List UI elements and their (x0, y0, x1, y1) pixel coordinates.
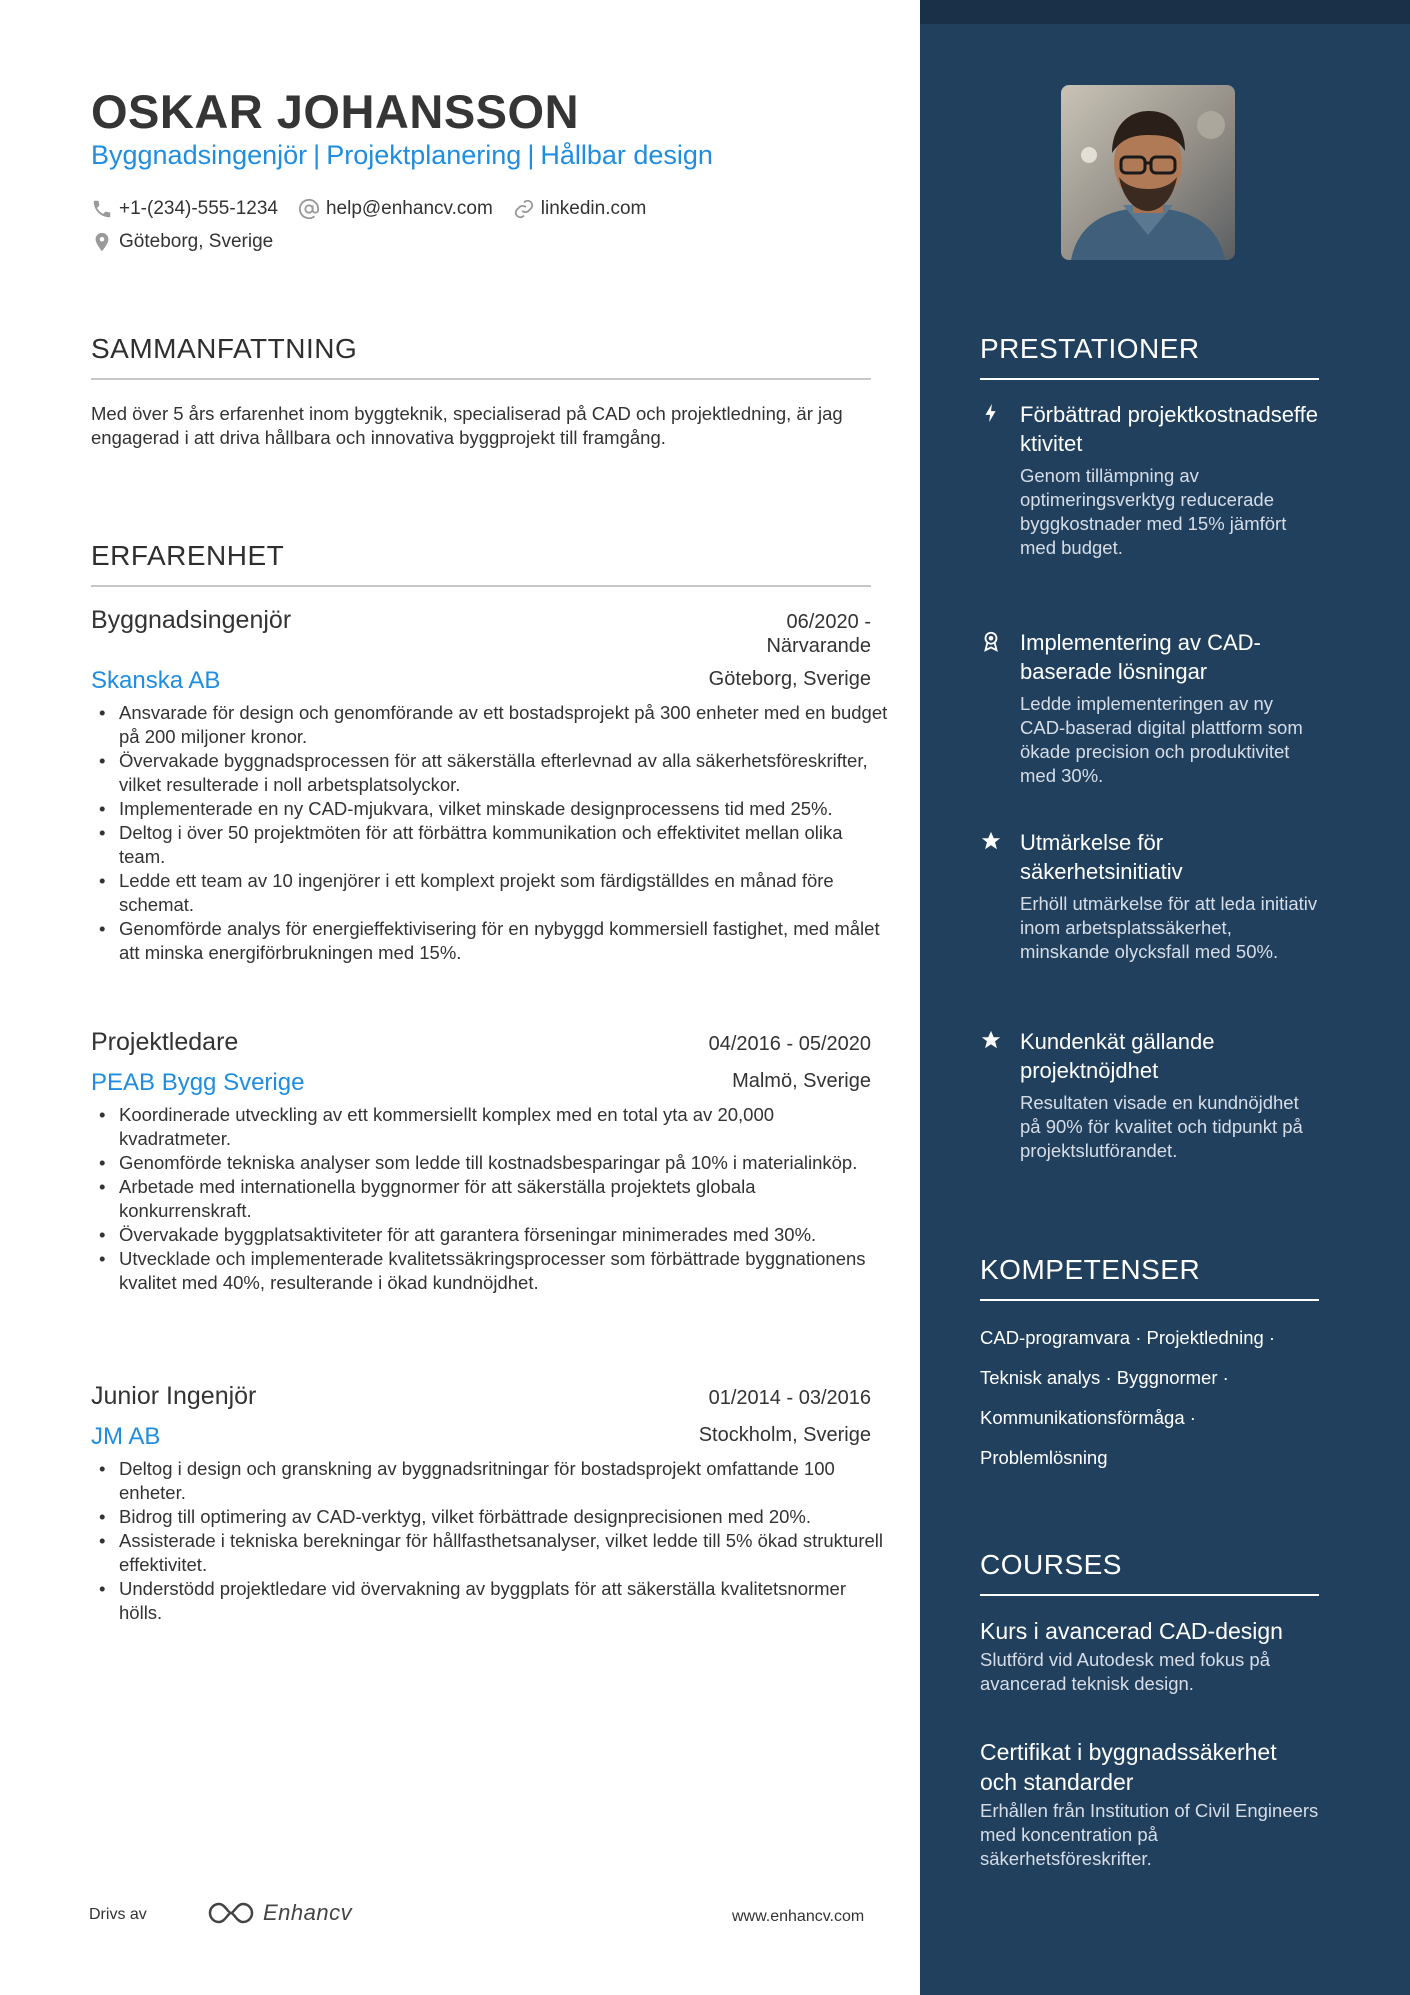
star-icon (980, 1029, 1002, 1051)
achievement-item (980, 400, 1320, 560)
achievement-desc: Resultaten visade en kundnöjdhet på 90% för kvalitet och tidpunkt på projektslutförandet. (1020, 1092, 1303, 1161)
bullet-item: • Assisterade i tekniska berekningar för hållfasthetsanalyser, vilket ledde till 5% ökad strukturell effektivitet. (91, 1529, 891, 1577)
tagline-item: Byggnadsingenjör (91, 140, 308, 170)
summary-title: SAMMANFATTNING (91, 333, 358, 364)
enhancv-logo-icon (207, 1900, 255, 1926)
skills-line: Kommunikationsförmåga · (980, 1407, 1196, 1428)
linkedin-text: linkedin.com (540, 198, 647, 219)
achievement-title: Förbättrad projektkostnadseffektivitet (1020, 402, 1318, 456)
job-bullets (91, 1103, 891, 1295)
job-bullets (91, 1457, 891, 1625)
contact-phone[interactable] (91, 198, 278, 220)
lightning-bolt-icon (980, 402, 1002, 424)
experience-divider (91, 585, 871, 587)
course-title: Kurs i avancerad CAD-design (980, 1618, 1283, 1644)
phone-icon (91, 198, 113, 220)
job-location: Göteborg, Sverige (708, 668, 871, 690)
job-bullets (91, 701, 891, 965)
company-name[interactable]: PEAB Bygg Sverige (91, 1069, 305, 1096)
bullet-item: • Ledde ett team av 10 ingenjörer i ett komplext projekt som färdigställdes en månad före schemat. (91, 869, 891, 917)
achievements-divider (980, 378, 1319, 380)
at-sign-icon (298, 198, 320, 220)
tagline-separator: | (313, 140, 321, 170)
footer-brand: Enhancv (263, 1900, 353, 1925)
courses-divider (980, 1594, 1319, 1596)
course-item (980, 1737, 1320, 1871)
job-location: Stockholm, Sverige (698, 1424, 871, 1446)
bullet-item: • Genomförde tekniska analyser som ledde till kostnadsbesparingar på 10% i materialinköp. (91, 1151, 891, 1175)
bullet-item: • Koordinerade utveckling av ett kommersiellt komplex med en total yta av 20,000 kvadratmeter. (91, 1103, 891, 1151)
bullet-item: • Övervakade byggnadsprocessen för att säkerställa efterlevnad av alla säkerhetsföreskrifter, vilket resulterade i noll arbetsplatsolyckor. (91, 749, 891, 797)
job-title: Junior Ingenjör (91, 1382, 257, 1410)
link-icon (513, 198, 535, 220)
achievement-title: Implementering av CAD-baserade lösningar (1020, 630, 1261, 684)
tagline-item: Hållbar design (540, 140, 713, 170)
course-item (980, 1616, 1320, 1696)
bullet-item: • Utvecklade och implementerade kvalitetssäkringsprocesser som förbättrade byggnationens kvalitet med 40%, resulterande i ökad kundnöjdhet. (91, 1247, 891, 1295)
achievement-desc: Erhöll utmärkelse för att leda initiativ inom arbetsplatssäkerhet, minskande olycksfall med 50%. (1020, 893, 1318, 962)
job-title: Projektledare (91, 1028, 239, 1056)
bullet-item: • Ansvarade för design och genomförande av ett bostadsprojekt på 300 enheter med en budget på 200 miljoner kronor. (91, 701, 891, 749)
job-date-end: Närvarande (766, 635, 871, 657)
bullet-item: • Arbetade med internationella byggnormer för att säkerställa projektets globala konkurrenskraft. (91, 1175, 891, 1223)
tagline-item: Projektplanering (326, 140, 522, 170)
profile-photo (1061, 85, 1235, 260)
courses-title: COURSES (980, 1549, 1122, 1580)
sidebar-top-bar (920, 0, 1410, 24)
footer-powered-by: Drivs av (89, 1906, 147, 1923)
achievement-item (980, 628, 1320, 788)
course-title: Certifikat i byggnadssäkerhet och standarder (980, 1739, 1277, 1795)
contact-email[interactable] (298, 198, 493, 220)
award-ribbon-icon (980, 630, 1002, 652)
achievements-title: PRESTATIONER (980, 333, 1200, 364)
location-row (91, 231, 293, 253)
tagline-separator: | (527, 140, 535, 170)
skills-line: Teknisk analys · Byggnormer · (980, 1367, 1229, 1388)
job-date (766, 610, 871, 658)
achievement-desc: Ledde implementeringen av ny CAD-baserad digital plattform som ökade precision och produktivitet med 30%. (1020, 693, 1303, 786)
bullet-item: • Deltog i över 50 projektmöten för att förbättra kommunikation och effektivitet mellan olika team. (91, 821, 891, 869)
summary-text: Med över 5 års erfarenhet inom byggteknik, specialiserad på CAD och projektledning, är jag engagerad i att driva hållbara och innovativa byggprojekt till framgång. (91, 403, 843, 448)
experience-title: ERFARENHET (91, 540, 285, 571)
company-name[interactable]: Skanska AB (91, 667, 221, 694)
location-text: Göteborg, Sverige (119, 231, 274, 252)
achievement-desc: Genom tillämpning av optimeringsverktyg reducerade byggkostnader med 15% jämfört med budget. (1020, 465, 1287, 558)
skills-line: Problemlösning (980, 1447, 1108, 1468)
achievement-item (980, 828, 1320, 964)
avatar (1061, 85, 1235, 260)
achievement-title: Kundenkät gällande projektnöjdhet (1020, 1029, 1215, 1083)
footer-url[interactable]: www.enhancv.com (732, 1908, 865, 1925)
map-pin-icon (91, 231, 113, 253)
job-title: Byggnadsingenjör (91, 606, 292, 634)
skills-title: KOMPETENSER (980, 1254, 1201, 1285)
bullet-item: • Övervakade byggplatsaktiviteter för att garantera förseningar minimerades med 30%. (91, 1223, 891, 1247)
course-desc: Slutförd vid Autodesk med fokus på avancerad teknisk design. (980, 1649, 1271, 1694)
tagline (91, 140, 713, 171)
achievement-title: Utmärkelse för säkerhetsinitiativ (1020, 830, 1183, 884)
candidate-name: OSKAR JOHANSSON (91, 85, 580, 138)
star-icon (980, 830, 1002, 852)
course-desc: Erhållen från Institution of Civil Engineers med koncentration på säkerhetsföreskrifter. (980, 1800, 1319, 1869)
bullet-item: • Bidrog till optimering av CAD-verktyg, vilket förbättrade designprecisionen med 20%. (91, 1505, 891, 1529)
skills-divider (980, 1299, 1319, 1301)
contact-row (91, 198, 666, 220)
bullet-item: • Understödd projektledare vid övervakning av byggplats för att säkerställa kvalitetsnormer hölls. (91, 1577, 891, 1625)
bullet-item: • Deltog i design och granskning av byggnadsritningar för bostadsprojekt omfattande 100 enheter. (91, 1457, 891, 1505)
job-date: 01/2014 - 03/2016 (708, 1387, 871, 1409)
bullet-item: • Implementerade en ny CAD-mjukvara, vilket minskade designprocessens tid med 25%. (91, 797, 891, 821)
contact-location (91, 231, 273, 253)
summary-divider (91, 378, 871, 380)
skills-line: CAD-programvara · Projektledning · (980, 1327, 1276, 1348)
skills-list (980, 1318, 1320, 1478)
footer-logo[interactable] (207, 1900, 352, 1926)
achievement-item (980, 1027, 1320, 1163)
job-location: Malmö, Sverige (732, 1070, 871, 1092)
job-date-start: 06/2020 - (786, 611, 871, 633)
email-text: help@enhancv.com (325, 198, 493, 219)
job-date: 04/2016 - 05/2020 (708, 1033, 871, 1055)
contact-linkedin[interactable] (513, 198, 647, 220)
company-name[interactable]: JM AB (91, 1423, 161, 1450)
phone-text: +1-(234)-555-1234 (119, 198, 278, 219)
bullet-item: • Genomförde analys för energieffektivisering för en nybyggd kommersiell fastighet, med målet att minska energiförbrukningen med 15%. (91, 917, 891, 965)
